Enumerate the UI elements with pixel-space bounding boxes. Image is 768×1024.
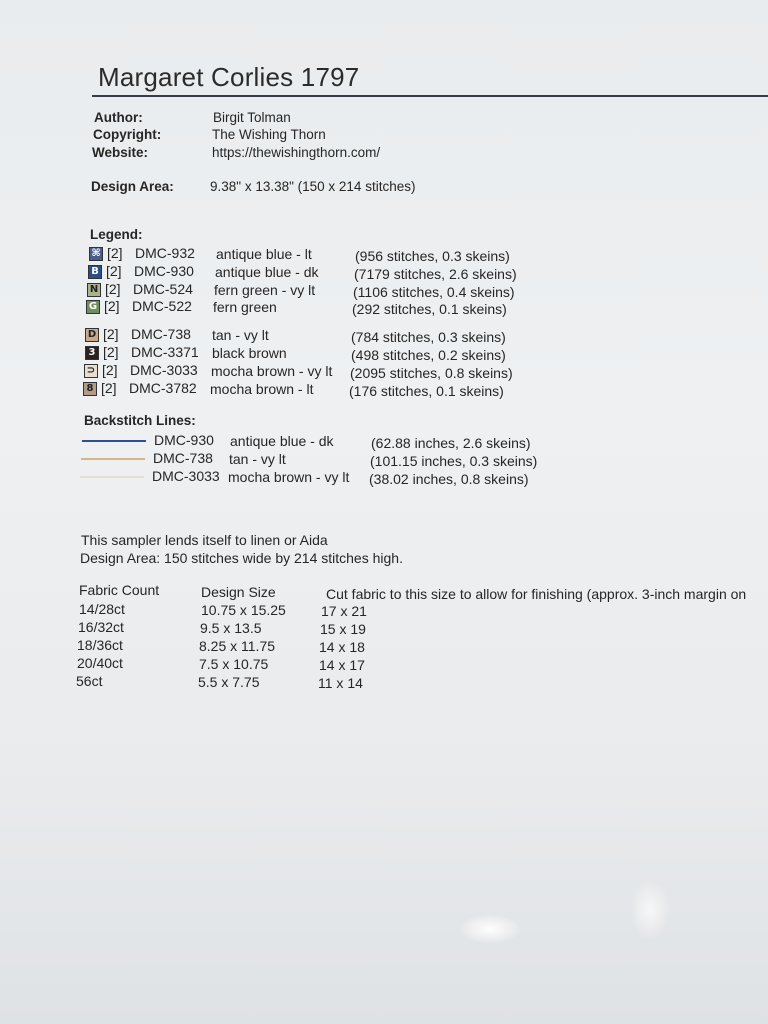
legend-symbol: D: [85, 328, 99, 342]
legend-symbol: ⌘: [89, 247, 103, 261]
table-cell-fabric-count: 56ct: [76, 673, 103, 689]
note-design-area: Design Area: 150 stitches wide by 214 stitches high.: [80, 550, 403, 566]
legend-symbol: B: [88, 265, 102, 279]
design-area-label: Design Area:: [91, 179, 174, 194]
legend-stitch-count: (292 stitches, 0.1 skeins): [352, 301, 507, 317]
website-label: Website:: [92, 145, 149, 160]
backstitch-line-swatch: [80, 476, 144, 478]
legend-color-name: mocha brown - vy lt: [211, 363, 333, 379]
backstitch-length: (101.15 inches, 0.3 skeins): [370, 453, 538, 469]
note-fabric: This sampler lends itself to linen or Aida: [81, 532, 328, 548]
legend-strands: [2]: [103, 326, 119, 342]
table-cell-design-size: 5.5 x 7.75: [198, 674, 260, 690]
legend-symbol: 3: [85, 346, 99, 360]
legend-color-name: tan - vy lt: [212, 327, 269, 343]
copyright-value: The Wishing Thorn: [212, 127, 326, 142]
title-divider: [92, 95, 768, 97]
legend-dmc-code: DMC-932: [135, 245, 195, 261]
backstitch-line-swatch: [82, 440, 146, 442]
legend-color-name: fern green - vy lt: [214, 282, 316, 298]
backstitch-color-name: tan - vy lt: [229, 451, 286, 467]
legend-heading: Legend:: [90, 227, 143, 242]
backstitch-dmc-code: DMC-930: [154, 432, 214, 448]
legend-dmc-code: DMC-930: [134, 263, 194, 279]
table-cell-cut-size: 15 x 19: [320, 621, 366, 637]
copyright-label: Copyright:: [93, 127, 162, 142]
legend-dmc-code: DMC-3371: [131, 344, 199, 360]
legend-strands: [2]: [107, 245, 123, 261]
author-value: Birgit Tolman: [213, 110, 291, 125]
legend-strands: [2]: [105, 281, 121, 297]
legend-strands: [2]: [103, 344, 119, 360]
legend-stitch-count: (956 stitches, 0.3 skeins): [355, 248, 510, 264]
backstitch-dmc-code: DMC-3033: [152, 468, 220, 484]
backstitch-dmc-code: DMC-738: [153, 450, 213, 466]
legend-strands: [2]: [101, 380, 117, 396]
author-label: Author:: [94, 110, 143, 125]
legend-symbol: G: [86, 300, 100, 314]
legend-strands: [2]: [102, 362, 118, 378]
legend-color-name: black brown: [212, 345, 287, 361]
legend-stitch-count: (784 stitches, 0.3 skeins): [351, 329, 506, 345]
table-cell-design-size: 9.5 x 13.5: [200, 620, 262, 636]
legend-dmc-code: DMC-738: [131, 326, 191, 342]
table-cell-design-size: 8.25 x 11.75: [199, 638, 276, 654]
backstitch-color-name: mocha brown - vy lt: [228, 469, 350, 485]
table-header-cut-size: Cut fabric to this size to allow for finishing (approx. 3-inch margin on: [326, 586, 747, 602]
backstitch-heading: Backstitch Lines:: [84, 413, 196, 428]
table-cell-fabric-count: 16/32ct: [78, 619, 124, 635]
table-cell-fabric-count: 14/28ct: [79, 601, 125, 617]
legend-symbol: ⊃: [84, 364, 98, 378]
backstitch-color-name: antique blue - dk: [230, 433, 334, 449]
legend-dmc-code: DMC-522: [132, 298, 192, 314]
table-cell-fabric-count: 20/40ct: [77, 655, 123, 671]
table-cell-design-size: 10.75 x 15.25: [201, 602, 286, 618]
legend-symbol: 8: [83, 382, 97, 396]
legend-color-name: antique blue - dk: [215, 264, 319, 280]
table-cell-cut-size: 11 x 14: [318, 675, 363, 691]
backstitch-line-swatch: [81, 458, 145, 460]
table-header-design-size: Design Size: [201, 584, 276, 600]
backstitch-length: (62.88 inches, 2.6 skeins): [371, 435, 531, 451]
light-glare: [460, 915, 520, 943]
legend-stitch-count: (2095 stitches, 0.8 skeins): [350, 365, 513, 381]
table-cell-cut-size: 17 x 21: [321, 603, 367, 619]
legend-dmc-code: DMC-524: [133, 281, 193, 297]
legend-stitch-count: (498 stitches, 0.2 skeins): [351, 347, 506, 363]
light-glare: [630, 880, 670, 940]
legend-stitch-count: (7179 stitches, 2.6 skeins): [354, 266, 517, 282]
legend-stitch-count: (176 stitches, 0.1 skeins): [349, 383, 504, 399]
website-link[interactable]: https://thewishingthorn.com/: [212, 145, 381, 160]
legend-dmc-code: DMC-3782: [129, 380, 197, 396]
legend-dmc-code: DMC-3033: [130, 362, 198, 378]
legend-color-name: fern green: [213, 299, 277, 315]
backstitch-length: (38.02 inches, 0.8 skeins): [369, 471, 529, 487]
legend-symbol: N: [87, 283, 101, 297]
legend-stitch-count: (1106 stitches, 0.4 skeins): [353, 284, 515, 300]
table-cell-design-size: 7.5 x 10.75: [199, 656, 269, 672]
table-cell-cut-size: 14 x 18: [319, 639, 365, 655]
legend-strands: [2]: [104, 298, 120, 314]
legend-strands: [2]: [106, 263, 122, 279]
legend-color-name: antique blue - lt: [216, 246, 312, 262]
table-header-fabric-count: Fabric Count: [79, 582, 160, 598]
legend-color-name: mocha brown - lt: [210, 381, 314, 397]
design-area-value: 9.38" x 13.38" (150 x 214 stitches): [210, 179, 416, 194]
table-cell-fabric-count: 18/36ct: [77, 637, 123, 653]
pattern-title: Margaret Corlies 1797: [98, 62, 360, 92]
table-cell-cut-size: 14 x 17: [319, 657, 365, 673]
